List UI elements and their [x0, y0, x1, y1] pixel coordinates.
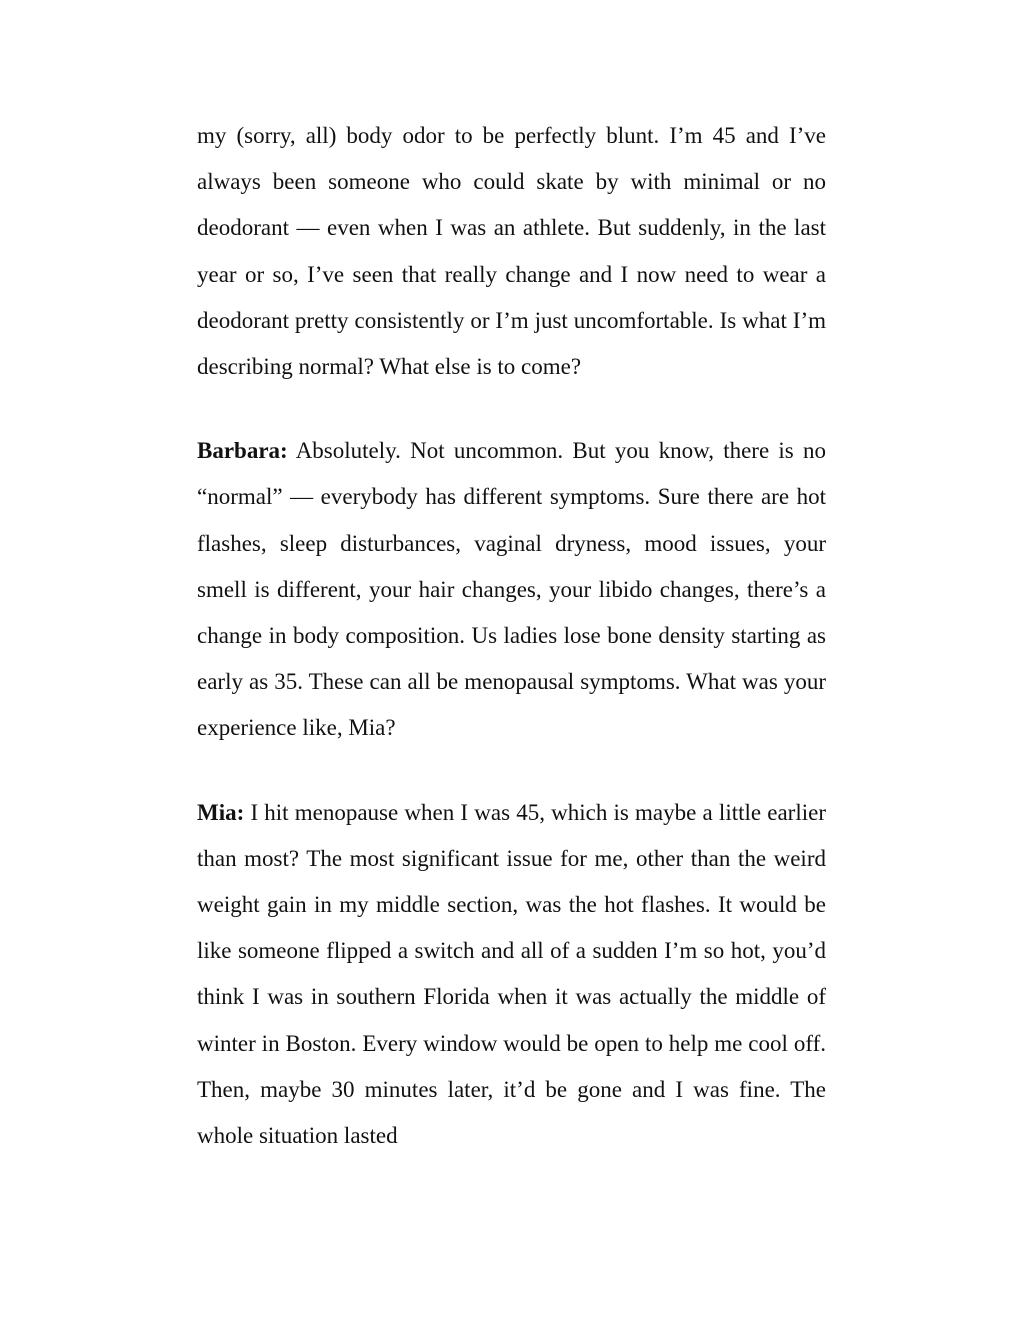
- paragraph-text: I hit menopause when I was 45, which is maybe a little earlier than most? The most significant issue for me, other than the weird weight gain in my middle section, was the hot flashes. It would be like someone flipped a switch and all of a sudden I’m so hot, you’d think I was in southern Florida when it was actually the middle of winter in Boston. Every window would be open to help me cool off. Then, maybe 30 minutes later, it’d be gone and I was fine. The whole situation lasted: [197, 799, 826, 1149]
- paragraph-mia: [197, 790, 826, 1160]
- paragraph-intro: [197, 113, 826, 390]
- paragraph-text: Absolutely. Not uncommon. But you know, there is no “normal” — everybody has different symptoms. Sure there are hot flashes, sleep disturbances, vaginal dryness, mood issues, your smell is different, your hair changes, your libido changes, there’s a change in body composition. Us ladies lose bone density starting as early as 35. These can all be menopausal symptoms. What was your experience like, Mia?: [197, 438, 826, 741]
- document-page: [197, 113, 826, 1159]
- speaker-label: Mia:: [197, 799, 245, 825]
- speaker-label: Barbara:: [197, 438, 288, 464]
- paragraph-text: my (sorry, all) body odor to be perfectly blunt. I’m 45 and I’ve always been someone who could skate by with minimal or no deodorant — even when I was an athlete. But suddenly, in the last year or so, I’ve seen that really change and I now need to wear a deodorant pretty consistently or I’m just uncomfortable. Is what I’m describing normal? What else is to come?: [197, 123, 826, 380]
- paragraph-barbara: [197, 428, 826, 751]
